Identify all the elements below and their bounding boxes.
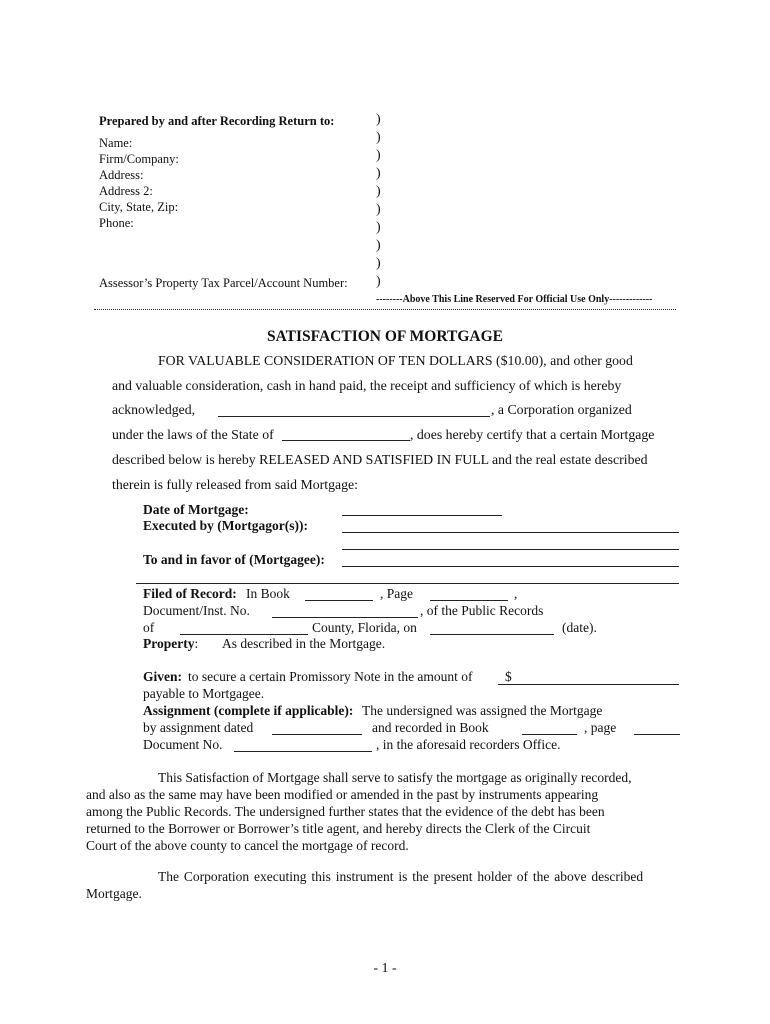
assignment-date-blank[interactable]	[272, 734, 362, 735]
intro-line-6: therein is fully released from said Mortgage:	[112, 477, 358, 492]
paren: )	[376, 166, 381, 181]
property-value: As described in the Mortgage.	[222, 636, 386, 651]
given-label: Given:	[143, 669, 182, 684]
date-of-mortgage-blank[interactable]	[342, 515, 502, 516]
in-book-label: In Book	[246, 586, 290, 601]
mortgagor-blank-1[interactable]	[342, 532, 679, 533]
prepared-by-heading: Prepared by and after Recording Return to:	[99, 114, 335, 128]
page-number: - 1 -	[373, 961, 397, 976]
amount-blank[interactable]	[498, 684, 679, 685]
paragraph1-line-5: Court of the above county to cancel the mortgage of record.	[86, 838, 409, 853]
in-favor-of-label: To and in favor of (Mortgagee):	[143, 552, 325, 567]
public-records-label: , of the Public Records	[420, 603, 544, 618]
of-label: of	[143, 620, 155, 635]
date-blank[interactable]	[430, 634, 554, 635]
intro-line-4b: , does hereby certify that a certain Mortgage	[410, 427, 655, 442]
paren: )	[376, 238, 381, 253]
document-title: SATISFACTION OF MORTGAGE	[267, 328, 503, 345]
address2-field-label: Address 2:	[99, 184, 153, 198]
state-blank[interactable]	[282, 440, 410, 441]
recorded-in-book-label: and recorded in Book	[372, 720, 489, 735]
paren: )	[376, 112, 381, 127]
payable-text: payable to Mortgagee.	[143, 686, 265, 701]
assignment-text: The undersigned was assigned the Mortgage	[362, 703, 603, 718]
details-divider	[136, 583, 679, 584]
date-paren-label: (date).	[562, 620, 597, 635]
assignment-page-blank[interactable]	[634, 734, 680, 735]
reserved-line-label: --------Above This Line Reserved For Official Use Only-------------	[376, 294, 653, 305]
paragraph2-line-1: The Corporation executing this instrument is the present holder of the above described	[158, 869, 644, 884]
paren: )	[376, 220, 381, 235]
book-blank[interactable]	[305, 600, 373, 601]
paren: )	[376, 148, 381, 163]
property-label: Property	[143, 636, 195, 651]
phone-field-label: Phone:	[99, 216, 134, 230]
intro-line-3b: , a Corporation organized	[491, 402, 632, 417]
page-label: , Page	[380, 586, 413, 601]
county-label: County, Florida, on	[312, 620, 417, 635]
document-no-blank[interactable]	[234, 751, 372, 752]
mortgagor-blank-2[interactable]	[342, 549, 679, 550]
header-divider	[94, 309, 676, 310]
intro-line-1: FOR VALUABLE CONSIDERATION OF TEN DOLLARS ($10.00), and other good	[158, 353, 633, 368]
document-inst-label: Document/Inst. No.	[143, 603, 250, 618]
page2-label: , page	[584, 720, 617, 735]
county-blank[interactable]	[180, 634, 308, 635]
paren: )	[376, 130, 381, 145]
paragraph1-line-3: among the Public Records. The undersigned further states that the evidence of the debt has been	[86, 804, 605, 819]
intro-line-5: described below is hereby RELEASED AND SATISFIED IN FULL and the real estate described	[112, 452, 648, 467]
corporation-name-blank[interactable]	[218, 416, 490, 417]
assignment-label: Assignment (complete if applicable):	[143, 703, 354, 718]
paren: )	[376, 274, 381, 289]
filed-of-record-label: Filed of Record:	[143, 586, 237, 601]
firm-field-label: Firm/Company:	[99, 152, 179, 166]
address-field-label: Address:	[99, 168, 144, 182]
page-blank[interactable]	[430, 600, 508, 601]
comma: ,	[514, 586, 518, 601]
paragraph1-line-2: and also as the same may have been modified or amended in the past by instruments appearing	[86, 787, 599, 802]
dollar-sign: $	[505, 669, 512, 684]
intro-line-3a: acknowledged,	[112, 402, 196, 417]
executed-by-label: Executed by (Mortgagor(s)):	[143, 518, 308, 533]
parcel-number-label: Assessor’s Property Tax Parcel/Account Number:	[99, 276, 348, 290]
property-row	[143, 636, 198, 652]
intro-line-2: and valuable consideration, cash in hand paid, the receipt and sufficiency of which is hereby	[112, 378, 622, 393]
document-inst-blank[interactable]	[272, 617, 418, 618]
by-assignment-label: by assignment dated	[143, 720, 254, 735]
paren: )	[376, 202, 381, 217]
mortgagee-blank[interactable]	[342, 566, 679, 567]
name-field-label: Name:	[99, 136, 133, 150]
date-of-mortgage-label: Date of Mortgage:	[143, 502, 249, 517]
assignment-book-blank[interactable]	[522, 734, 577, 735]
paren: )	[376, 256, 381, 271]
paragraph1-line-4: returned to the Borrower or Borrower’s title agent, and hereby directs the Clerk of the Circuit	[86, 821, 591, 836]
paragraph1-line-1: This Satisfaction of Mortgage shall serve to satisfy the mortgage as originally recorded,	[158, 770, 632, 785]
paragraph2-line-2: Mortgage.	[86, 886, 142, 901]
given-text: to secure a certain Promissory Note in the amount of	[188, 669, 473, 684]
document-no-label: Document No.	[143, 737, 223, 752]
intro-line-4a: under the laws of the State of	[112, 427, 274, 442]
city-state-zip-field-label: City, State, Zip:	[99, 200, 179, 214]
paren: )	[376, 184, 381, 199]
property-colon: :	[194, 636, 199, 651]
aforesaid-text: , in the aforesaid recorders Office.	[376, 737, 561, 752]
